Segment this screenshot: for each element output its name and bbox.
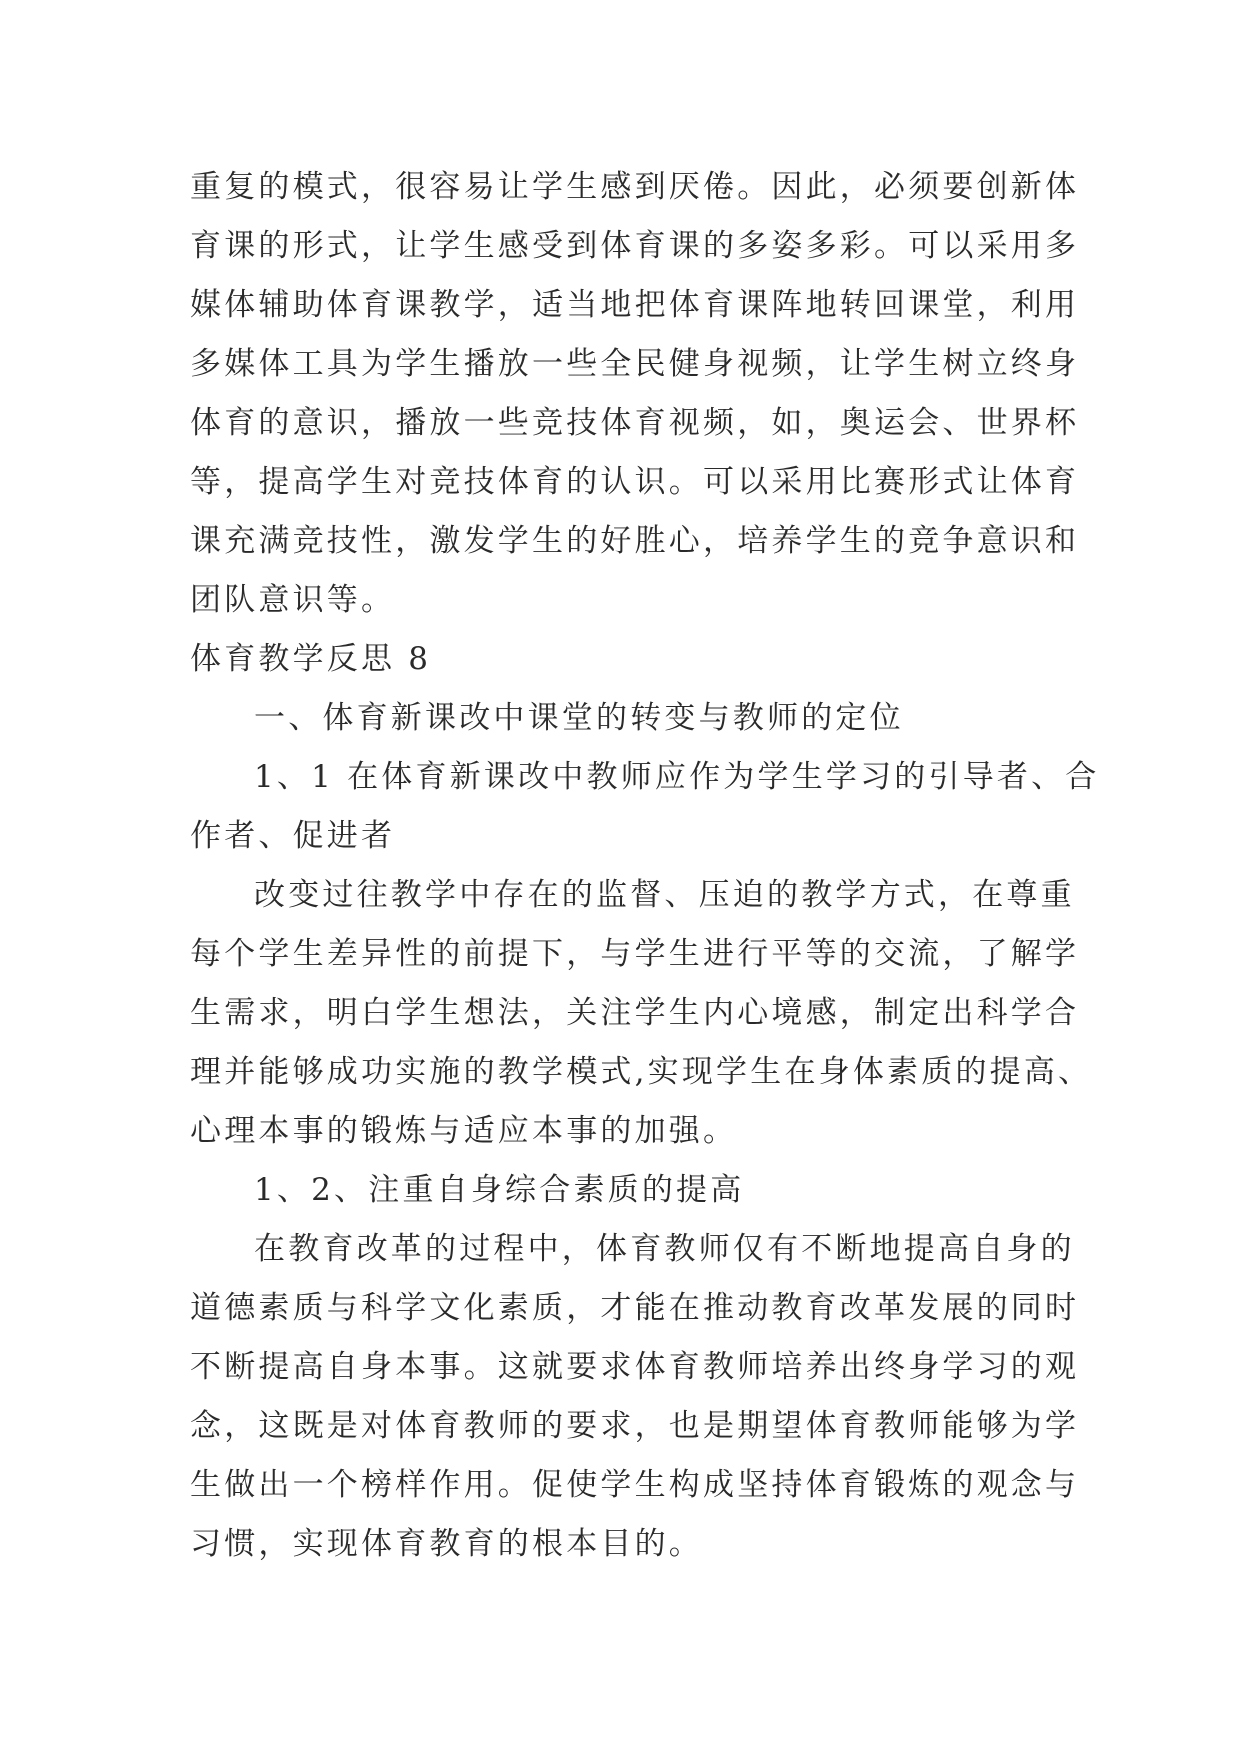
text-line: 多媒体工具为学生播放一些全民健身视频，让学生树立终身: [190, 346, 1080, 382]
subheading: 1、2、注重自身综合素质的提高: [254, 1172, 745, 1208]
text-line: 理并能够成功实施的教学模式,实现学生在身体素质的提高、: [190, 1054, 1093, 1090]
text-line: 习惯，实现体育教育的根本目的。: [190, 1526, 703, 1562]
section-heading: 体育教学反思 8: [190, 641, 432, 677]
text-line: 不断提高自身本事。这就要求体育教师培养出终身学习的观: [190, 1349, 1080, 1385]
text-line: 媒体辅助体育课教学，适当地把体育课阵地转回课堂，利用: [190, 287, 1080, 323]
text-line: 在教育改革的过程中，体育教师仅有不断地提高自身的: [254, 1231, 1075, 1267]
text-line: 课充满竞技性，激发学生的好胜心，培养学生的竞争意识和: [190, 523, 1080, 559]
text-line: 等，提高学生对竞技体育的认识。可以采用比赛形式让体育: [190, 464, 1080, 500]
text-line: 每个学生差异性的前提下，与学生进行平等的交流，了解学: [190, 936, 1080, 972]
text-line: 生需求，明白学生想法，关注学生内心境感，制定出科学合: [190, 995, 1080, 1031]
text-line: 团队意识等。: [190, 582, 396, 618]
text-line: 道德素质与科学文化素质，才能在推动教育改革发展的同时: [190, 1290, 1080, 1326]
text-line: 体育的意识，播放一些竞技体育视频，如，奥运会、世界杯: [190, 405, 1080, 441]
text-line: 心理本事的锻炼与适应本事的加强。: [190, 1113, 738, 1149]
subheading: 1、1 在体育新课改中教师应作为学生学习的引导者、合: [254, 759, 1100, 795]
text-line: 育课的形式，让学生感受到体育课的多姿多彩。可以采用多: [190, 228, 1080, 264]
subheading-continued: 作者、促进者: [190, 818, 396, 854]
text-line: 念，这既是对体育教师的要求，也是期望体育教师能够为学: [190, 1408, 1080, 1444]
subheading: 一、体育新课改中课堂的转变与教师的定位: [254, 700, 904, 736]
text-line: 重复的模式，很容易让学生感到厌倦。因此，必须要创新体: [190, 169, 1080, 205]
text-line: 生做出一个榜样作用。促使学生构成坚持体育锻炼的观念与: [190, 1467, 1080, 1503]
text-line: 改变过往教学中存在的监督、压迫的教学方式，在尊重: [254, 877, 1075, 913]
body-text: [190, 158, 1100, 1574]
